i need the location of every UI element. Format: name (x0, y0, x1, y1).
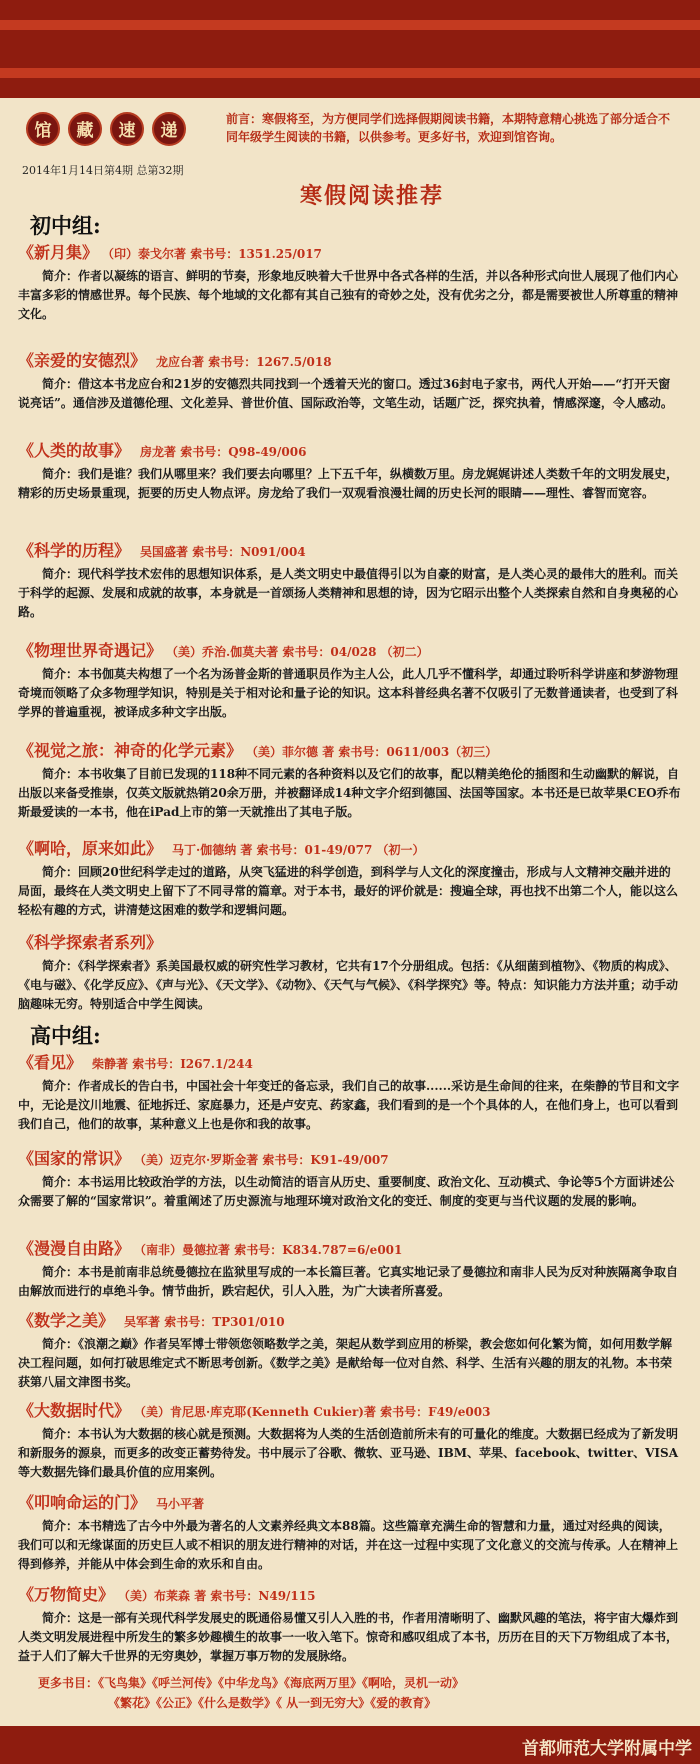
top-decorative-border (0, 0, 700, 98)
book-description: 简介：回顾20世纪科学走过的道路，从突飞猛进的科学创造，到科学与人文化的深度撞击，形成与人文精神交融并进的局面，最终在人类文明史上留下了不同寻常的篇章。对于本书，最好的评价就是：搜遍全球，再也找不出第二个人，能以这么轻松有趣的方式，讲清楚这困难的数学和逻辑问题。 (18, 865, 679, 917)
book-description: 简介：本书收集了目前已发现的118种不同元素的各种资料以及它们的故事，配以精美绝伦的插图和生动幽默的解说，自出版以来备受推崇，仅英文版就热销20余万册，并被翻译成14种文字介绍到德国、法国等国家。本书还是已故苹果CEO乔布斯最爱读的一本书，他在iPad上市的第一天就推出了其电子版。 (18, 767, 681, 819)
book-description: 简介：现代科学技术宏伟的思想知识体系，是人类文明史中最值得引以为自豪的财富，是人类心灵的最伟大的胜利。而关于科学的起源、发展和成就的故事，本身就是一首颂扬人类精神和思想的诗，因为它昭示出整个人类探索自然和自身奥秘的心路。 (18, 567, 679, 619)
book-description: 简介：《浪潮之巅》作者吴军博士带领您领略数学之美，架起从数学到应用的桥梁，教会您如何化繁为简，如何用数学解决工程问题，如何打破思维定式不断思考创新。《数学之美》是献给每一位对自然、科学、生活有兴趣的朋友的礼物。本书荣获第八届文津图书奖。 (18, 1337, 673, 1389)
book-meta: （美）乔治.伽莫夫著 索书号：04/028 （初二） (172, 645, 429, 659)
book-entry (18, 438, 682, 503)
book-title: 《国家的常识》 (18, 1149, 131, 1168)
book-entry (18, 836, 682, 920)
book-title: 《新月集》 (18, 243, 99, 262)
book-entry (18, 348, 682, 413)
book-entry (18, 1050, 682, 1134)
book-title: 《亲爱的安德烈》 (18, 351, 147, 370)
book-meta: （印）泰戈尔著 索书号：1351.25/017 (108, 247, 322, 261)
book-entry (18, 240, 682, 324)
book-description: 简介：本书伽莫夫构想了一个名为汤普金斯的普通职员作为主人公，此人几乎不懂科学，却通过聆听科学讲座和梦游物理奇境而领略了众多物理学知识，特别是关于相对论和量子论的知识。这本科普经典名著不仅吸引了无数普通读者，也受到了科学界的普遍重视，被译成多种文字出版。 (18, 667, 679, 719)
book-meta: 吴军著 索书号：TP301/010 (124, 1315, 285, 1329)
book-title: 《物理世界奇遇记》 (18, 641, 163, 660)
badge-char: 藏 (68, 112, 102, 146)
book-meta: 柴静著 索书号：I267.1/244 (92, 1057, 253, 1071)
book-meta: 马丁·伽德纳 著 索书号：01-49/077 （初一） (172, 843, 425, 857)
book-entry (18, 1582, 682, 1666)
book-title: 《漫漫自由路》 (18, 1239, 131, 1258)
book-entry (18, 1236, 682, 1301)
library-badges (26, 112, 186, 146)
book-title: 《科学探索者系列》 (18, 933, 163, 952)
book-title: 《视觉之旅：神奇的化学元素》 (18, 741, 243, 760)
book-description: 简介：本书认为大数据的核心就是预测。大数据将为人类的生活创造前所未有的可量化的维度。大数据已经成为了新发明和新服务的源泉，而更多的改变正蓄势待发。书中展示了谷歌、微软、亚马逊、IBM、苹果、facebook、twitter、VISA等大数据先锋们最具价值的应用案例。 (18, 1427, 679, 1479)
book-entry (18, 1490, 682, 1574)
badge-char: 速 (110, 112, 144, 146)
book-description: 简介：作者以凝练的语言、鲜明的节奏，形象地反映着大千世界中各式各样的生活，并以各种形式向世人展现了他们内心丰富多彩的情感世界。每个民族、每个地域的文化都有其自己独有的奇妙之处，没有优劣之分，都是需要被世人所尊重的精神文化。 (18, 269, 679, 321)
group-junior: 初中组: (30, 213, 101, 238)
book-meta: （美）迈克尔·罗斯金著 索书号：K91-49/007 (140, 1153, 389, 1167)
book-title: 《数学之美》 (18, 1311, 115, 1330)
issue-info: 2014年1月14日第4期 总第32期 (22, 164, 184, 177)
book-description: 简介：借这本书龙应台和21岁的安德烈共同找到一个透着天光的窗口。透过36封电子家书，两代人开始——“打开天窗说亮话”。通信涉及道德伦理、文化差异、普世价值、国际政治等，文笔生动，话题广泛，探究执着，情感深邃，令人感动。 (18, 377, 673, 410)
more-books-line: 更多书目：《飞鸟集》《呼兰河传》《中华龙鸟》《海底两万里》《啊哈，灵机一动》 (38, 1676, 465, 1690)
book-meta: （美）布莱森 著 索书号：N49/115 (124, 1589, 316, 1603)
book-entry (18, 638, 682, 722)
book-entry (18, 738, 682, 822)
book-meta: （南非）曼德拉著 索书号：K834.787=6/e001 (140, 1243, 403, 1257)
book-description: 简介：我们是谁？我们从哪里来？我们要去向哪里？上下五千年，纵横数万里。房龙娓娓讲述人类数千年的文明发展史，精彩的历史场景重现，扼要的历史人物点评。房龙给了我们一双观看浪漫壮阔的历史长河的眼睛——理性、睿智而宽容。 (18, 467, 679, 500)
page-title: 寒假阅读推荐 (300, 183, 445, 209)
book-title: 《科学的历程》 (18, 541, 131, 560)
book-title: 《叩响命运的门》 (18, 1493, 147, 1512)
book-meta: 房龙著 索书号：Q98-49/006 (140, 445, 307, 459)
book-meta: （美）菲尔德 著 索书号：0611/003（初三） (252, 745, 498, 759)
intro-text: 前言：寒假将至，为方便同学们选择假期阅读书籍，本期特意精心挑选了部分适合不同年级学生阅读的书籍，以供参考。更多好书，欢迎到馆咨询。 (226, 112, 671, 144)
book-title: 《啊哈，原来如此》 (18, 839, 163, 858)
book-title: 《看见》 (18, 1053, 83, 1072)
badge-char: 递 (152, 112, 186, 146)
book-title: 《大数据时代》 (18, 1401, 131, 1420)
book-description: 简介：本书精选了古今中外最为著名的人文素养经典文本88篇。这些篇章充满生命的智慧和力量，通过对经典的阅读，我们可以和无缘谋面的历史巨人或不相识的朋友进行精神的对话，并在这一过程中实现了文化意义的交流与传承。人在精神上得到修养，并能从中体会到生命的欢乐和自由。 (18, 1519, 679, 1571)
book-description: 简介：本书运用比较政治学的方法，以生动简洁的语言从历史、重要制度、政治文化、互动模式、争论等5个方面讲述公众需要了解的“国家常识”。着重阐述了历史源流与地理环境对政治文化的变迁、制度的变更与当代议题的发展的影响。 (18, 1175, 675, 1208)
book-entry (18, 1146, 682, 1211)
book-meta: 龙应台著 索书号：1267.5/018 (156, 355, 332, 369)
book-meta: 马小平著 (156, 1497, 205, 1511)
book-description: 简介：这是一部有关现代科学发展史的既通俗易懂又引人入胜的书，作者用清晰明了、幽默风趣的笔法，将宇宙大爆炸到人类文明发展进程中所发生的繁多妙趣横生的故事一一收入笔下。惊奇和感叹组成了本书，历历在目的天下万物组成了本书，益于人们了解大千世界的无穷奥妙，掌握万事万物的发展脉络。 (18, 1611, 679, 1663)
book-entry (18, 930, 682, 1014)
page (0, 98, 700, 1726)
more-books (38, 1673, 668, 1713)
book-description: 简介：本书是前南非总统曼德拉在监狱里写成的一本长篇巨著。它真实地记录了曼德拉和南非人民为反对种族隔离争取自由解放而进行的卓绝斗争。情节曲折，跌宕起伏，引人入胜，为广大读者所喜爱。 (18, 1265, 679, 1298)
more-books-line: 《繁花》《公正》《什么是数学》《 从一到无穷大》《爱的教育》 (108, 1696, 437, 1710)
book-title: 《万物简史》 (18, 1585, 115, 1604)
group-senior: 高中组: (30, 1023, 101, 1048)
book-meta: （美）肯尼思·库克耶(Kenneth Cukier)著 索书号：F49/e003 (140, 1405, 491, 1419)
book-entry (18, 1398, 682, 1482)
book-entry (18, 1308, 682, 1392)
book-meta: 吴国盛著 索书号：N091/004 (140, 545, 306, 559)
book-entry (18, 538, 682, 622)
border-band (0, 20, 700, 30)
book-description: 简介：作者成长的告白书，中国社会十年变迁的备忘录，我们自己的故事......采访是生命间的往来，在柴静的节目和文字中，无论是汶川地震、征地拆迁、家庭暴力，还是卢安克、药家鑫，我们看到的是一个个具体的人，在他们身上，也可以看到我们自己，他们的故事，某种意义上也是你和我的故事。 (18, 1079, 680, 1131)
school-name: 首都师范大学附属中学 (522, 1739, 692, 1759)
book-description: 简介：《科学探索者》系美国最权威的研究性学习教材，它共有17个分册组成。包括：《从细菌到植物》、《物质的构成》、《电与磁》、《化学反应》、《声与光》、《天文学》、《动物》、《天气与气候》、《科学探究》等。特点：知识能力方法并重；动手动脑趣味无穷。特别适合中学生阅读。 (18, 959, 679, 1011)
book-title: 《人类的故事》 (18, 441, 131, 460)
badge-char: 馆 (26, 112, 60, 146)
border-band (0, 68, 700, 78)
